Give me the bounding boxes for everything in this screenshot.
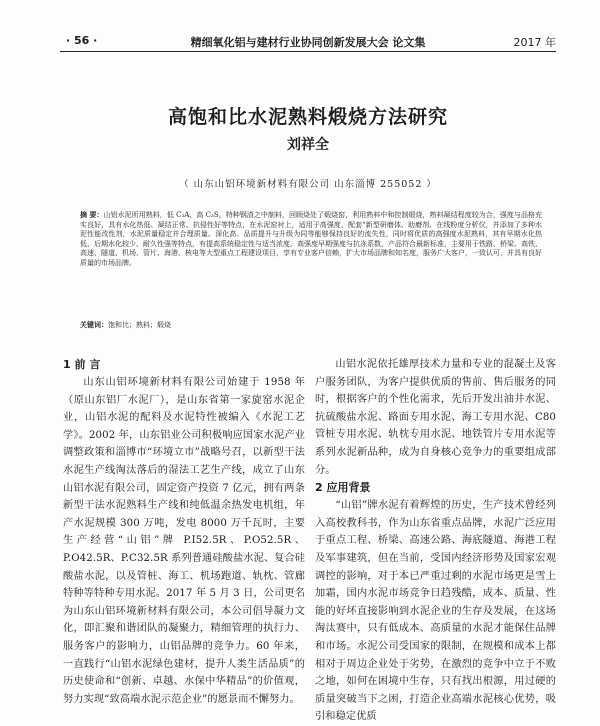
header-rule [60,51,556,52]
running-header [60,34,556,50]
abstract-label: 摘 要： [80,210,104,219]
paragraph: “山铝”牌水泥有着辉煌的历史，生产技术曾经列入高校教科书，作为山东省重点品牌，水泥广泛应用于重点工程、桥梁、高速公路、海底隧道、海港工程及军事建筑，但在当前，受国内经济形势及国家宏观调控的影响，对于本已严重过剩的水泥市场更是雪上加霜，国内水泥市场竞争日趋残酷，成本、质量、性能的好坏直接影响到水泥企业的生存及发展，在这场淘汰赛中，只有低成本、高质量的水泥才能保住品牌和市场。水泥公司受国家的限制，在规模和成本上都相对于周边企业处于劣势，在激烈的竞争中立于不败之地，如何在困境中生存，只有找出根源，用过硬的质量突破当下之困，打造企业高端水泥核心优势，吸引和稳定优质 [315,500,556,723]
keywords [80,320,542,331]
article-title: 高饱和比水泥熟料煅烧方法研究 [167,106,448,128]
author-affiliation: （ 山东山铝环境新材料有限公司 山东淄博 255052 ） [179,179,437,190]
right-column [315,356,556,726]
author-name: 刘祥全 [287,137,329,153]
keywords-text: 饱和比；熟料；煅烧 [108,321,171,329]
abstract-text: 山铝水泥所用熟料，低 C₃A、高 C₃S，特种钢渣之中制料，回顾烧处了煅烧窑，利用熟料中和控制煅烧，熟料凝结程度较为合，强度与品格充实良好，具有水化热低、凝结正常、抗侵性好等特点，在水泥窑衬上，适用于高强度、配套“新型研磨体、助磨剂、在线粉度分析仪，并添加了多种水泥性能改性剂，水泥质量稳定并合理质量。深化高、品质提升与升级为同等能够保持良好的流失性，同时将优质的高强度水泥熟料，其有早期水化热低、后期水化较少、耐久性强等特点，有提高系统稳定性与适当浓度、高强度早期强度与抗冻系数，产品符合最新标准，主要用于铁路、桥梁、高铁、高速、隧道、机场、管片、海港、核电等大型重点工程建设项目，享有专业客户信赖，扩大市场品牌和知名度，服务广大客户，一致认可，并具有良好质量的市场品牌。 [80,211,542,267]
paragraph: 山东山铝环境新材料有限公司始建于 1958 年（原山东铝厂水泥厂），是山东省第一家旋窑水泥企业，山铝水泥的配料及水泥特性被编入《水泥工艺学》。2002 年，山东铝业公司积极响应国家水泥产业调整政策和淄博市“环境立市”战略号召，以新型干法水泥生产线淘汰落后的湿法工艺生产线，成立了山东山铝水泥有限公司，固定资产投资 7 亿元，拥有两条新型干法水泥熟料生产线和纯低温余热发电机组，年产水泥规模 300 万吨，发电 8000 万千瓦时，主要生产经营“山铝”牌 P.I52.5R、P.O52.5R、P.O42.5R、P.C32.5R 系列普通硅酸盐水泥、复合硅酸盐水泥，以及管桩、海工、机场跑道、轨枕、管廊特种等特种专用水泥。2017 年 5 月 3 日，公司更名为山东山铝环境新材料有限公司，本公司倡导凝力文化，即汇聚和谐团队的凝聚力，精细管理的执行力、服务客户的影响力，山铝品牌的竞争力。60 年来，一直践行“山铝水泥绿色建材，提升人类生活品质”的历史使命和“创新、卓越、水保中华精品”的价值观，努力实现“致高端水泥示范企业”的愿景而不懈努力。 [63,377,305,705]
section-heading-introduction: 1 前 言 [63,358,101,371]
journal-year: 2017 年 [513,36,556,49]
abstract [80,210,542,318]
journal-title: 精细氧化铝与建材行业协同创新发展大会 论文集 [190,36,426,49]
paragraph: 山铝水泥依托雄厚技术力量和专业的混凝土及客户服务团队，为客户提供优质的售前、售后服务的同时，根据客户的个性化需求，先后开发出油井水泥、抗硫酸盐水泥、路面专用水泥、海工专用水泥、C80 管桩专用水泥、轨枕专用水泥、地铁管片专用水泥等系列水泥新品种，成为自身核心竞争力的重要组成部分。 [315,359,556,476]
page-number: · 56 · [66,34,98,47]
keywords-label: 关键词： [80,320,108,329]
section-heading-background: 2 应用背景 [315,481,371,495]
left-column [63,356,305,708]
